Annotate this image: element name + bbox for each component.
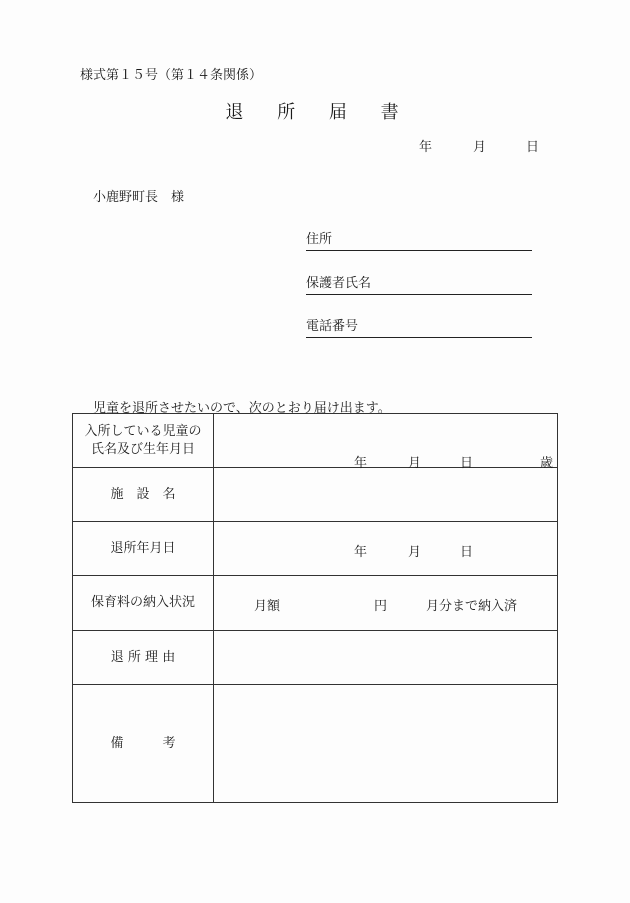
- phone-field[interactable]: [306, 319, 532, 338]
- form-number: 様式第１５号（第１４条関係）: [80, 68, 263, 83]
- address-label: 住所: [306, 232, 333, 247]
- reason-label: 退 所 理 由: [73, 631, 214, 685]
- address-field[interactable]: [306, 232, 532, 251]
- date-year-label: 年: [419, 140, 433, 155]
- guardian-name-label: 保護者氏名: [306, 276, 372, 291]
- leave-year: 年: [354, 545, 368, 560]
- fee-yen-label: 円: [374, 599, 388, 614]
- leave-month: 月: [408, 545, 422, 560]
- fee-row: [73, 576, 558, 631]
- child-birth-month: 月: [408, 456, 422, 471]
- child-label-line2: 氏名及び生年月日: [90, 441, 195, 457]
- remarks-label: 備 考: [73, 685, 214, 803]
- fee-monthly-label: 月額: [254, 599, 281, 614]
- child-birth-year: 年: [354, 456, 368, 471]
- leave-date-row: [73, 522, 558, 576]
- child-age: 歳: [540, 456, 554, 471]
- phone-label: 電話番号: [306, 319, 359, 334]
- reason-input-cell[interactable]: [214, 631, 558, 685]
- reason-row: [73, 631, 558, 685]
- page-title: 退 所 届 書: [225, 102, 413, 123]
- withdrawal-form-table: [72, 413, 558, 803]
- date-month-label: 月: [473, 140, 487, 155]
- child-label: [73, 414, 214, 468]
- addressee: 小鹿野町長 様: [93, 190, 185, 205]
- facility-label: 施 設 名: [73, 468, 214, 522]
- leave-day: 日: [460, 545, 474, 560]
- date-day-label: 日: [526, 140, 540, 155]
- fee-input-cell[interactable]: [214, 576, 558, 631]
- leave-date-label: 退所年月日: [73, 522, 214, 576]
- child-row: [73, 414, 558, 468]
- intro-text: 児童を退所させたいので、次のとおり届け出ます。: [93, 401, 391, 416]
- facility-input-cell[interactable]: [214, 468, 558, 522]
- leave-date-input-cell[interactable]: [214, 522, 558, 576]
- child-input-cell[interactable]: [214, 414, 558, 471]
- fee-label: 保育料の納入状況: [73, 576, 214, 631]
- child-birth-day: 日: [460, 456, 474, 471]
- child-label-line1: 入所している児童の: [84, 423, 202, 439]
- fee-paid-until-label: 月分まで納入済: [426, 599, 518, 614]
- facility-row: [73, 468, 558, 522]
- guardian-name-field[interactable]: [306, 276, 532, 295]
- remarks-row: [73, 685, 558, 803]
- remarks-input-cell[interactable]: [214, 685, 558, 803]
